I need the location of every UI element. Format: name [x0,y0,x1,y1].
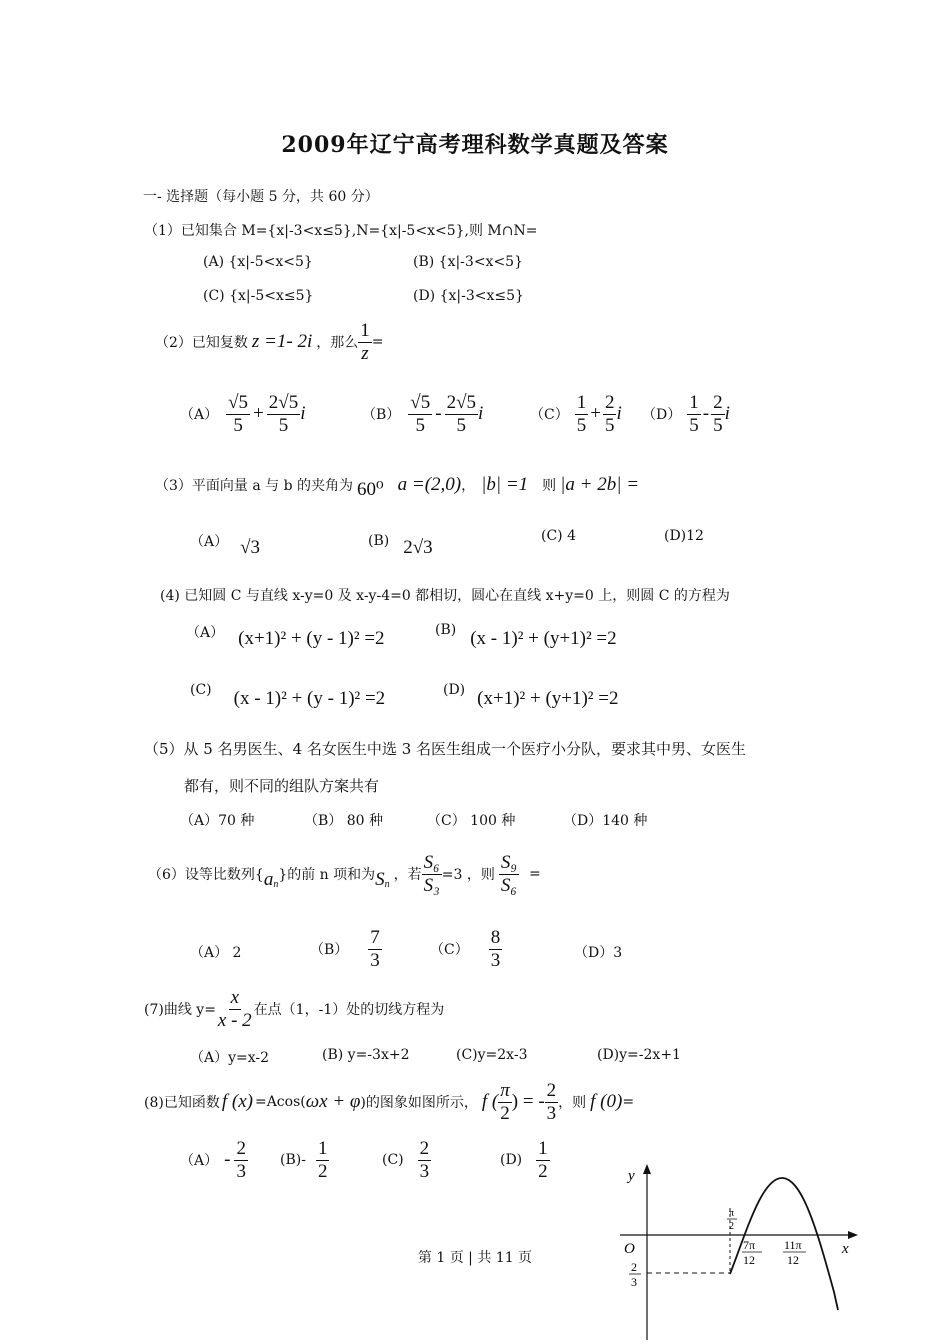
q4-option-b: (B) (x - 1)² + (y+1)² =2 [435,622,617,649]
tick-7pi-12-den: 12 [743,1253,755,1267]
q6-option-c: （C） $\frac{8}{3}$ [430,926,501,971]
q1-option-b: (B) {x|-3<x<5} [413,254,523,270]
q4-option-d: (D) (x+1)² + (y+1)² =2 [443,682,619,709]
x-axis-label: x [842,1241,849,1257]
q8-option-c: (C) $\frac{2}{3}$ [382,1137,430,1182]
q1-option-c: (C) {x|-5<x≤5} [203,288,314,304]
y-axis-arrow [643,1164,651,1174]
q7-option-c: (C)y=2x-3 [456,1047,528,1063]
q1-option-d: (D) {x|-3<x≤5} [413,288,524,304]
tick-11pi-12-num: 11π [784,1238,802,1252]
q5-option-d: （D）140 种 [563,813,648,829]
q6-fraction-s9-s6: $\frac{\text{S₉}}{\text{S₆}}$ [500,851,517,896]
q2-option-b: （B） $\frac{√5}{5}$ - $\frac{2√5}{5}$ i [362,391,484,436]
q3-ask: |a + 2b| = [560,474,640,495]
q6-option-a: （A） 2 [190,945,242,961]
page-footer: 第 1 页 | 共 11 页 [417,1250,533,1266]
tick-pi-over-2-den: 2 [729,1221,734,1232]
q2-option-a: （A） $\frac{√5}{5}$ + $\frac{2√5}{5}$ i [180,391,306,436]
q3-option-d: (D)12 [664,528,704,544]
q3-angle: 60⁰ [357,478,384,500]
tick-11pi-12-den: 12 [787,1253,799,1267]
q6-option-d: （D）3 [574,945,623,961]
q6-option-b: （B） $\frac{7}{3}$ [310,926,380,971]
page-title: 2009年辽宁高考理科数学真题及答案 [281,132,669,158]
q2-stem [155,320,383,364]
q3-option-c: (C) 4 [541,528,576,544]
q5-option-a: （A）70 种 [180,813,255,829]
y-axis-label: y [628,1168,635,1184]
origin-label: O [624,1241,635,1257]
q6-stem: （6）设等比数列{ a n }的前 n 项和为 S n ，若 $\frac{\text{S₆}}{\text{S₃}}$ =3 ，则 $\frac{\text{S₉}}{\text{S₆}}$ = [148,851,541,896]
q2-stem-post: = [371,334,384,350]
x-axis-arrow [848,1231,858,1239]
q8-stem: (8)已知函数 f (x) =Acos( ωx + φ )的图象如图所示， f ( $\frac{\pi}{2}$ ) = - $\frac{2}{3}$ ，则 f (0) = [144,1079,635,1124]
q1-option-a: (A) {x|-5<x<5} [203,254,313,270]
q1-stem: （1）已知集合 M={x|-3<x≤5},N={x|-5<x<5},则 M∩N= [144,223,538,239]
q7-stem: (7)曲线 y= $\frac{x}{x - 2}$ 在点（1，-1）处的切线方程为 [144,986,445,1031]
q4-stem: (4) 已知圆 C 与直线 x-y=0 及 x-y-4=0 都相切，圆心在直线 x+y=0 上，则圆 C 的方程为 [160,588,730,604]
q2-fraction: $\frac{1}{z}$ [360,319,370,364]
q5-option-b: （B） 80 种 [304,813,384,829]
tick-pi-over-2-num: π [729,1208,735,1219]
q4-option-a: （A） (x+1)² + (y - 1)² =2 [186,625,385,649]
q8-option-b: (B)- $\frac{1}{2}$ [280,1137,328,1182]
q2-option-c: （C） $\frac{1}{5}$ + $\frac{2}{5}$ i [530,391,622,436]
q8-option-a: （A） - $\frac{2}{3}$ [180,1137,246,1182]
q7-option-d: (D)y=-2x+1 [597,1047,681,1063]
q5-stem-line2: 都有，则不同的组队方案共有 [184,777,380,795]
q3-option-a: （A） √3 [190,534,261,558]
q2-stem-mid: ，那么 [316,335,359,351]
q2-expr: z =1- 2i [251,331,313,352]
q3-stem: （3）平面向量 a 与 b 的夹角为 60⁰ a =(2,0) ， |b| =1 则 |a + 2b| = [155,474,640,500]
q7-option-b: (B) y=-3x+2 [322,1047,410,1063]
tick-7pi-12-num: 7π [743,1238,756,1252]
q3-option-b: (B) 2√3 [368,533,433,558]
q3-cond-b: |b| =1 [481,474,529,495]
q2-stem-pre: （2）已知复数 [155,335,248,351]
q3-cond-a: a =(2,0) [397,474,462,495]
q5-option-c: （C） 100 种 [427,813,516,829]
section-heading: 一- 选择题（每小题 5 分，共 60 分） [143,189,379,205]
q7-option-a: （A）y=x-2 [190,1050,270,1066]
tick-y-neg-num: 2 [631,1260,637,1274]
q6-fraction-s6-s3: $\frac{\text{S₆}}{\text{S₃}}$ [423,851,440,896]
q8-option-d: (D) $\frac{1}{2}$ [500,1137,548,1182]
tick-y-neg-den: 3 [631,1275,637,1289]
q5-stem-line1: （5）从 5 名男医生、4 名女医生中选 3 名医生组成一个医疗小分队，要求其中男、女医生 [144,740,747,758]
q2-option-d: （D） $\frac{1}{5}$ - $\frac{2}{5}$ i [642,391,730,436]
q4-option-c: (C) (x - 1)² + (y - 1)² =2 [190,682,386,709]
